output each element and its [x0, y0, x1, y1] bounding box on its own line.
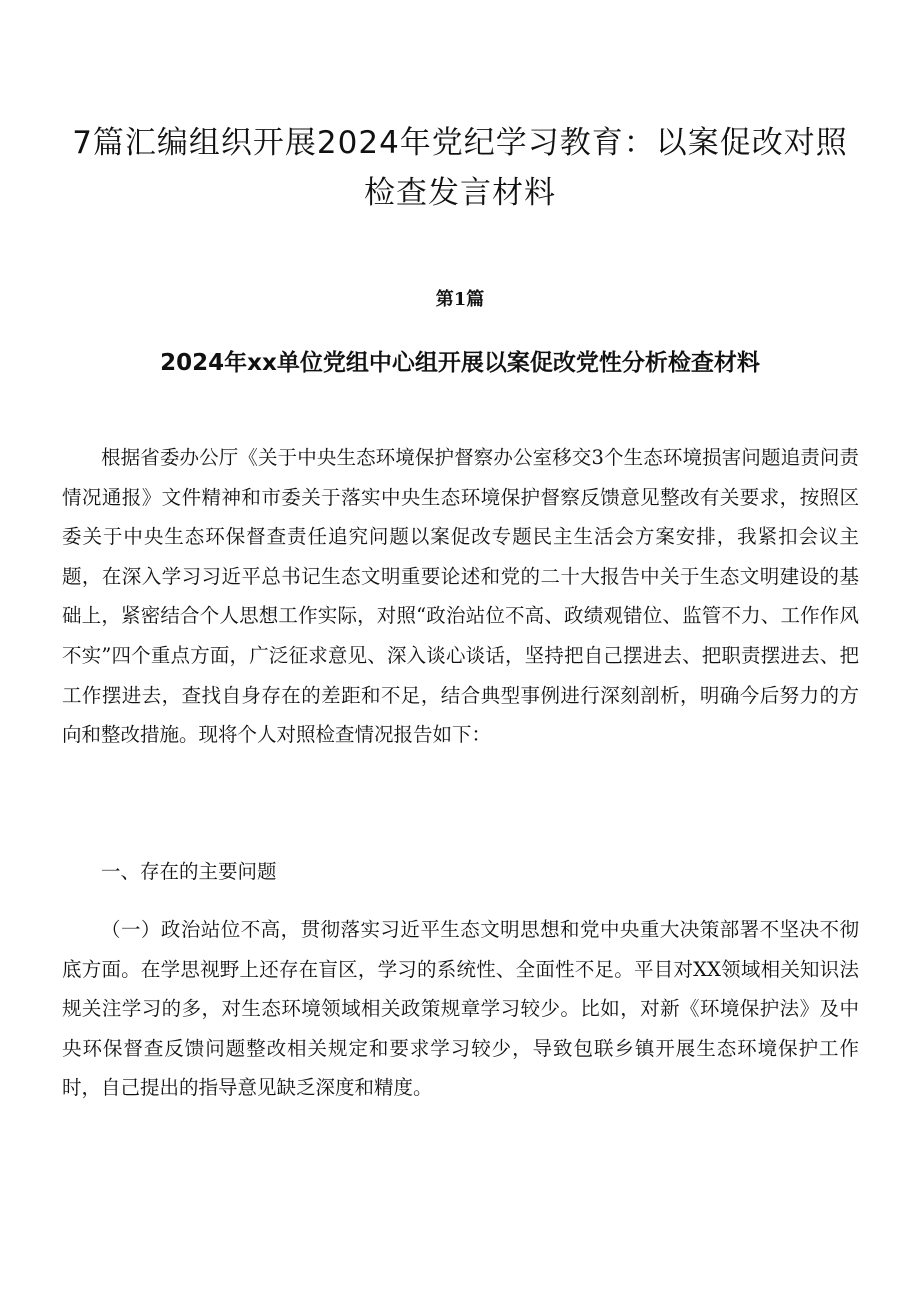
body-paragraph-intro: 根据省委办公厅《关于中央生态环境保护督察办公室移交3个生态环境损害问题追责问责情况通报》文件精神和市委关于落实中央生态环境保护督察反馈意见整改有关要求，按照区委关于中央生态环保督查责任追究问题以案促改专题民主生活会方案安排，我紧扣会议主题，在深入学习习近平总书记生态文明重要论述和党的二十大报告中关于生态文明建设的基础上，紧密结合个人思想工作实际，对照“政治站位不高、政绩观错位、监管不力、工作作风不实”四个重点方面，广泛征求意见、深入谈心谈话，坚持把自己摆进去、把职责摆进去、把工作摆进去，查找自身存在的差距和不足，结合典型事例进行深刻剖析，明确今后努力的方向和整改措施。现将个人对照检查情况报告如下： — [62, 446, 859, 747]
body-paragraph-problem-1: （一）政治站位不高，贯彻落实习近平生态文明思想和党中央重大决策部署不坚决不彻底方面。在学思视野上还存在盲区，学习的系统性、全面性不足。平目对XX领域相关知识法规关注学习的多，对生态环境领域相关政策规章学习较少。比如，对新《环境保护法》及中央环保督查反馈问题整改相关规定和要求学习较少，导致包联乡镇开展生态环境保护工作时，自己提出的指导意见缺乏深度和精度。 — [62, 918, 859, 1100]
document-title: 7篇汇编组织开展2024年党纪学习教育：以案促改对照检查发言材料 — [72, 125, 848, 211]
section-heading: 一、存在的主要问题 — [101, 860, 277, 883]
document-subtitle: 2024年xx单位党组中心组开展以案促改党性分析检查材料 — [160, 350, 760, 376]
section-label: 第1篇 — [435, 289, 485, 310]
